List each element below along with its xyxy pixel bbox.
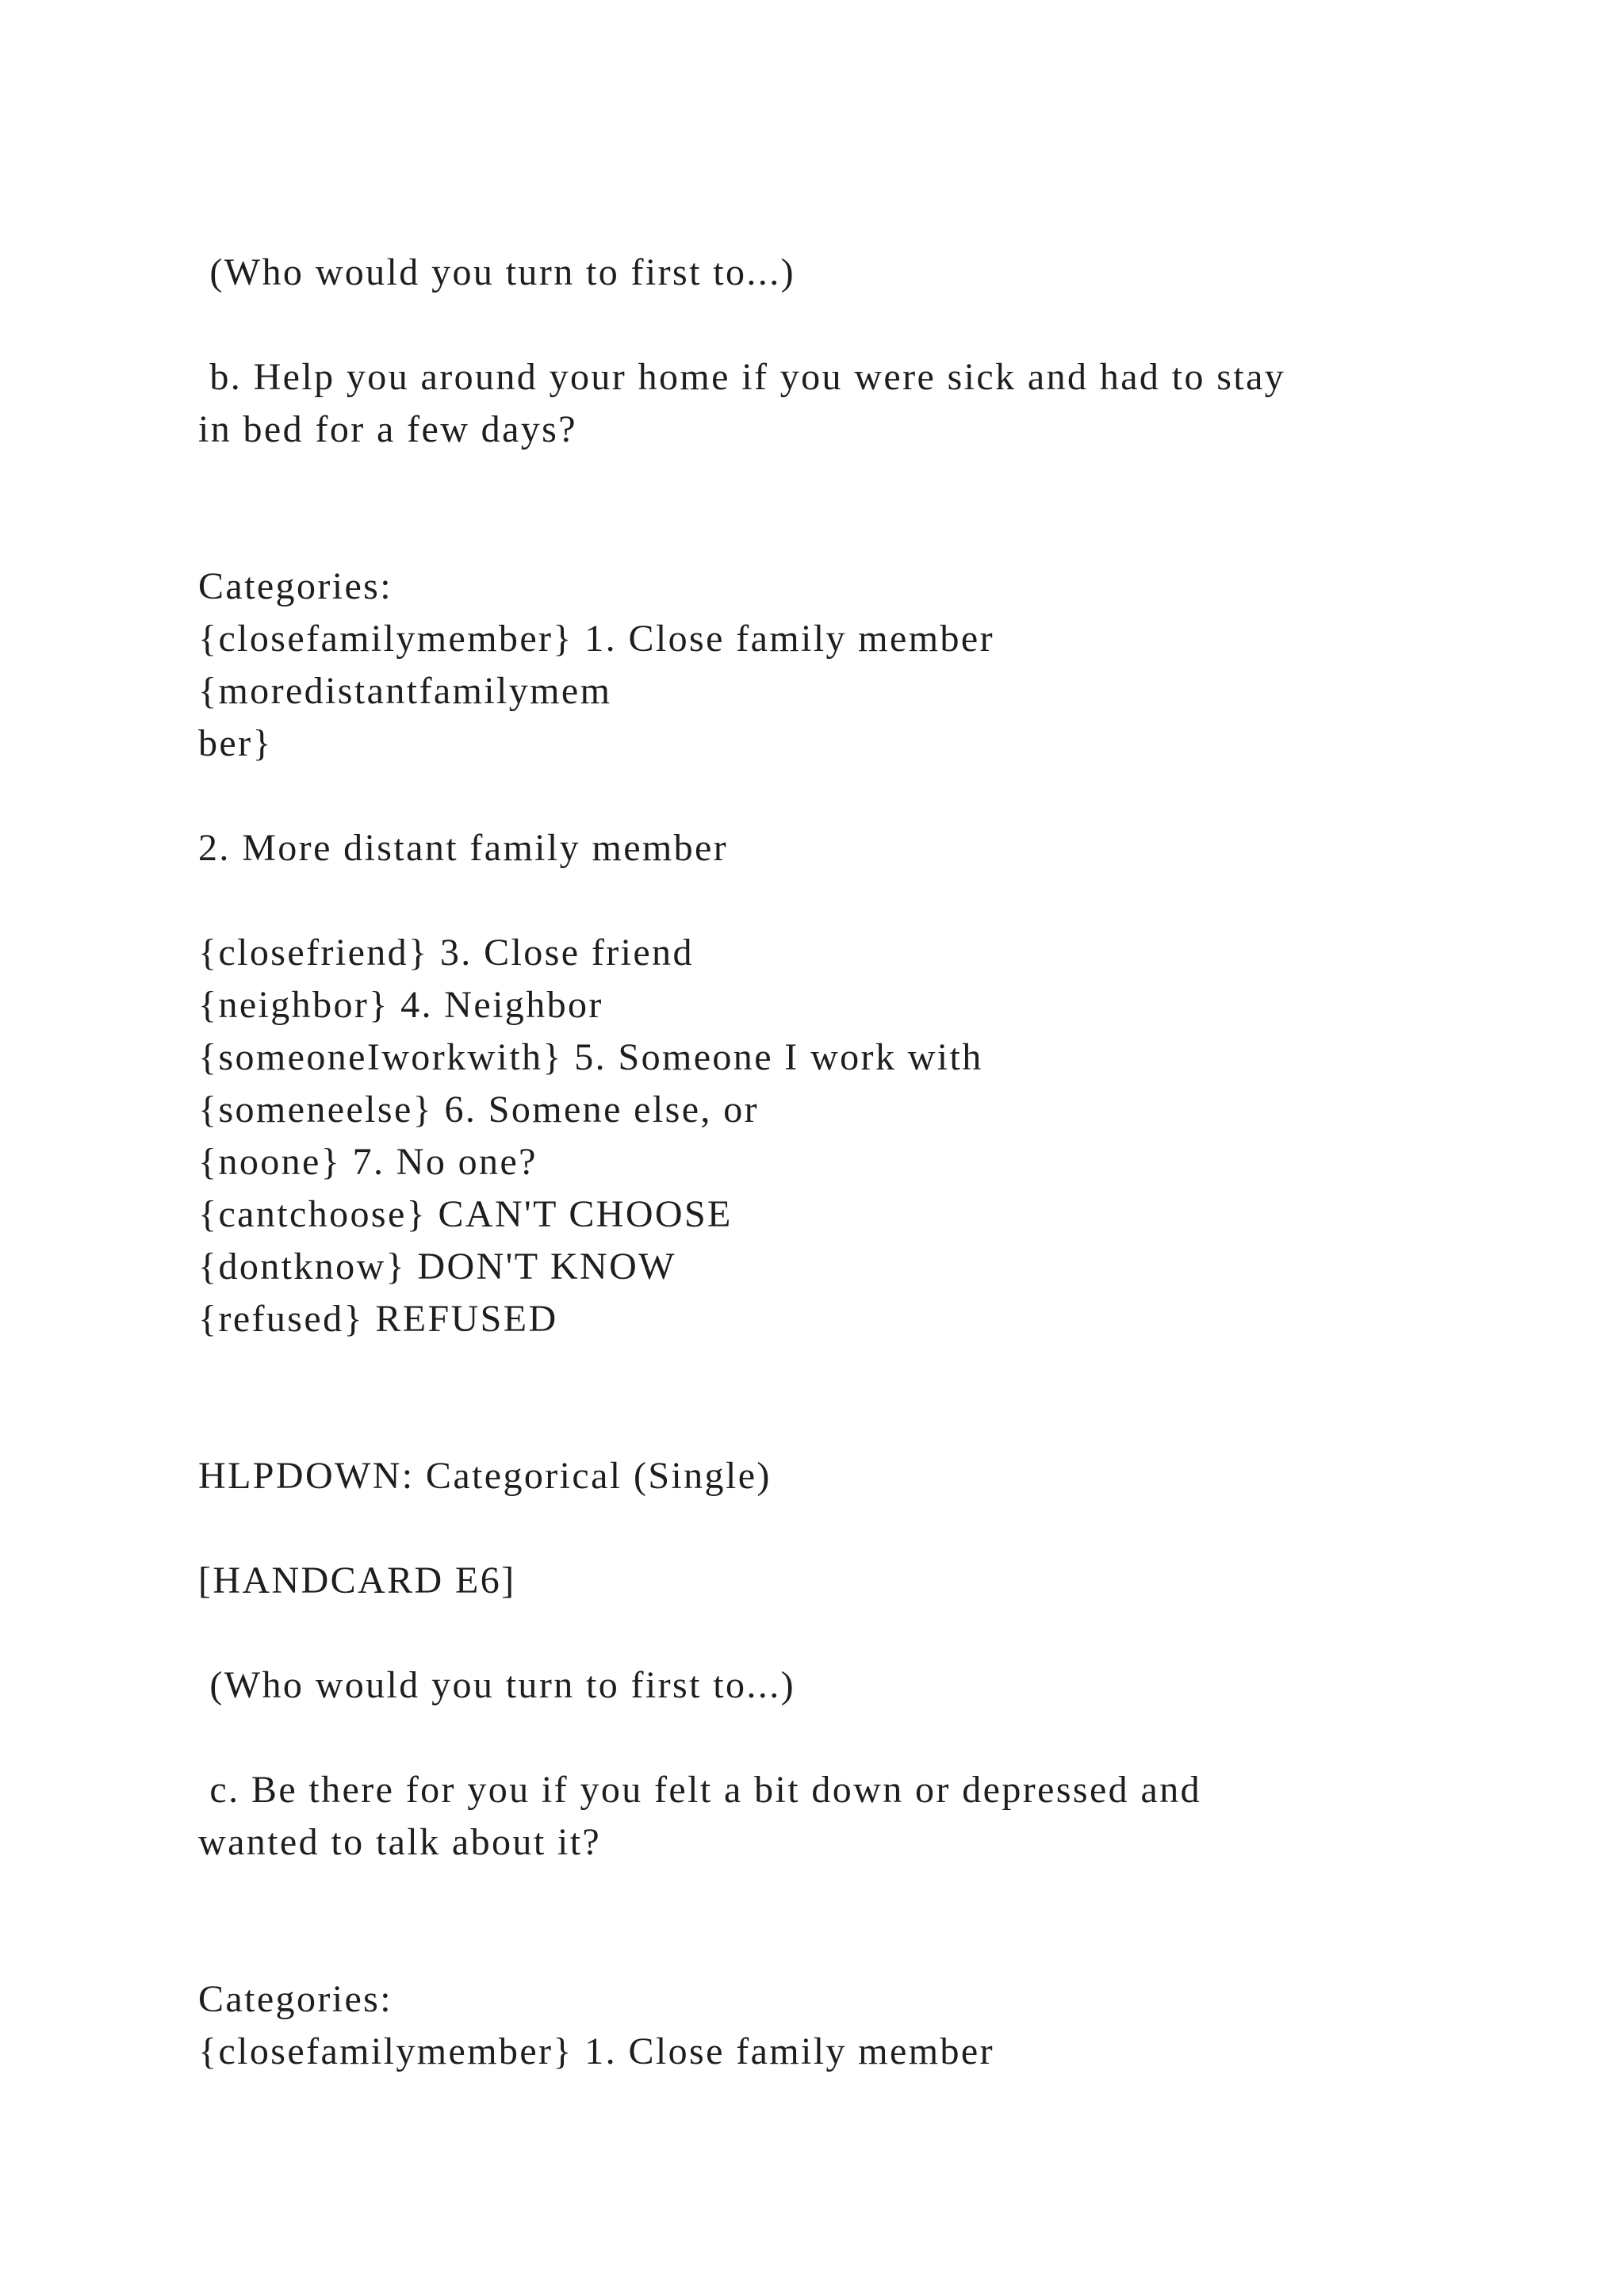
question-intro: (Who would you turn to first to...) — [198, 1664, 795, 1706]
category-option: {noone} 7. No one? — [198, 1141, 538, 1183]
category-option: {closefamilymember} 1. Close family member — [198, 2030, 994, 2072]
category-option: 2. More distant family member — [198, 827, 729, 869]
category-option: {closefriend} 3. Close friend — [198, 932, 694, 974]
category-option: {dontknow} DON'T KNOW — [198, 1246, 676, 1288]
question-text-line: b. Help you around your home if you were sick and had to stay — [198, 356, 1286, 398]
category-option: {moredistantfamilymem — [198, 670, 612, 712]
category-option: {closefamilymember} 1. Close family member — [198, 618, 994, 660]
question-intro: (Who would you turn to first to...) — [198, 251, 795, 293]
question-text-line: wanted to talk about it? — [198, 1821, 602, 1863]
category-option: {cantchoose} CAN'T CHOOSE — [198, 1193, 733, 1235]
categories-heading: Categories: — [198, 1978, 393, 2020]
question-text-line: c. Be there for you if you felt a bit down or depressed and — [198, 1769, 1201, 1811]
category-option: ber} — [198, 722, 273, 764]
category-option: {neighbor} 4. Neighbor — [198, 984, 603, 1026]
question-text-line: in bed for a few days? — [198, 408, 577, 450]
category-option: {someneelse} 6. Somene else, or — [198, 1089, 759, 1131]
variable-label: HLPDOWN: Categorical (Single) — [198, 1455, 772, 1497]
handcard-label: [HANDCARD E6] — [198, 1559, 516, 1601]
categories-heading: Categories: — [198, 565, 393, 607]
category-option: {someoneIworkwith} 5. Someone I work with — [198, 1036, 983, 1078]
category-option: {refused} REFUSED — [198, 1298, 558, 1340]
